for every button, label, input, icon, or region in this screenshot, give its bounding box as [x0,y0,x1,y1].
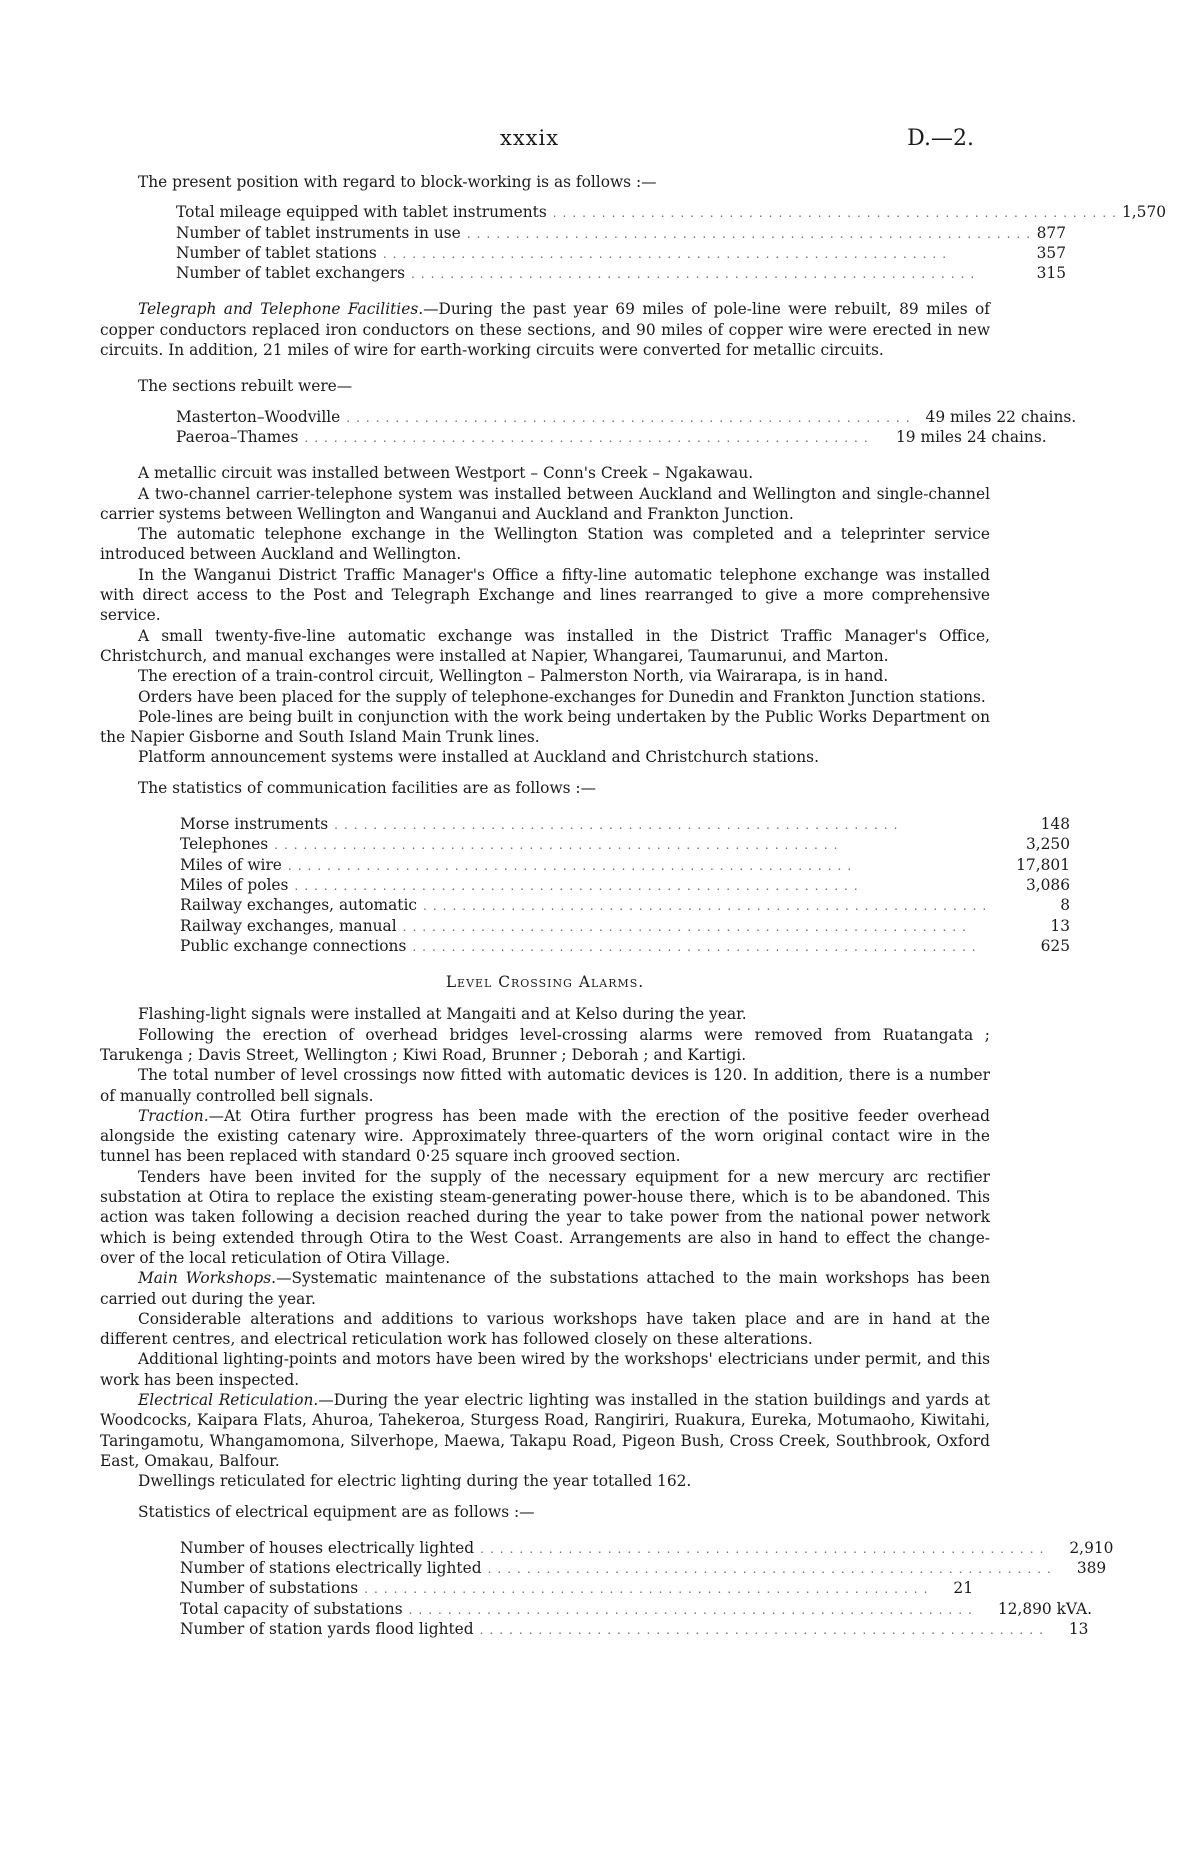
communication-stats-intro: The statistics of communication facilities are as follows :— [138,778,596,797]
block-working-table [100,202,1166,283]
table-row: Number of tablet stations .......................................................... 357 [176,243,1066,262]
electrical-stats-intro: Statistics of electrical equipment are as follows :— [138,1502,535,1521]
traction-paragraph: Traction.—At Otira further progress has been made with the erection of the positive feeder overhead alongside the existing catenary wire. Approximately three-quarters of the worn original contact wire in the tunnel has been replaced with standard 0·25 square inch grooved section. [100,1106,990,1166]
table-row: Morse instruments .......................................................... 148 [180,815,1070,834]
sections-intro: The sections rebuilt were— [138,377,353,396]
paragraph: The total number of level crossings now fitted with automatic devices is 120. In addition, there is a number of manually controlled bell signals. [100,1066,990,1105]
paragraph: Flashing-light signals were installed at Mangaiti and at Kelso during the year. [138,1005,747,1024]
paragraph: A two-channel carrier-telephone system was installed between Auckland and Wellington and single-channel carrier systems between Wellington and Wanganui and Auckland and Frankton Junction. [100,484,990,523]
paragraph: Orders have been placed for the supply of telephone-exchanges for Dunedin and Frankton Junction stations. [138,687,986,706]
table-row: Number of substations .......................................................... 21 [180,1579,973,1598]
sections-table [100,407,1186,448]
page-body [100,172,1167,1639]
table-row: Number of tablet exchangers .......................................................... 315 [176,264,1066,283]
table-row: Number of station yards flood lighted .......................................................... 13 [180,1620,1089,1638]
table-row: Number of tablet instruments in use .......................................................... 877 [176,223,1066,242]
level-crossing-heading: Level Crossing Alarms. [445,973,645,992]
document-reference: D.—2. [907,126,974,151]
paragraph: The automatic telephone exchange in the Wellington Station was completed and a teleprinter service introduced between Auckland and Wellington. [100,525,990,564]
table-row: Paeroa–Thames .......................................................... 19 miles 24 chains. [176,427,1047,446]
page-number: xxxix [500,126,560,150]
page-header [0,126,1114,156]
electrical-title: Electrical Reticulation. [138,1391,319,1410]
paragraph: The erection of a train-control circuit, Wellington – Palmerston North, via Wairarapa, is in hand. [138,667,889,686]
table-row: Railway exchanges, manual .......................................................... 13 [180,916,1070,935]
table-row: Total mileage equipped with tablet instruments .......................................................... 1,570 [176,203,1167,222]
paragraph: Following the erection of overhead bridges level-crossing alarms were removed from Ruatangata ; Tarukenga ; Davis Street, Wellington ; Kiwi Road, Brunner ; Deborah ; and Kartigi. [100,1025,990,1064]
telegraph-paragraph: Telegraph and Telephone Facilities.—During the past year 69 miles of pole-line were rebuilt, 89 miles of copper conductors replaced iron conductors on these sections, and 90 miles of copper wire were erected in new circuits. In addition, 21 miles of wire for earth-working circuits were converted for metallic circuits. [100,300,991,360]
electrical-paragraph: Electrical Reticulation.—During the year electric lighting was installed in the station buildings and yards at Woodcocks, Kaipara Flats, Ahuroa, Tahekeroa, Sturgess Road, Rangiriri, Ruakura, Eureka, Motumaoho, Kiwitahi, Taringamotu, Whangamomona, Silverhope, Maewa, Takapu Road, Pigeon Bush, Cross Creek, Southbrook, Oxford East, Omakau, Balfour. [100,1391,990,1470]
table-row: Number of stations electrically lighted .......................................................... 389 [180,1559,1107,1578]
paragraph: A metallic circuit was installed between Westport – Conn's Creek – Ngakawau. [138,464,754,483]
traction-title: Traction. [138,1106,209,1125]
communication-stats-table [100,814,1170,956]
table-row: Masterton–Woodville .......................................................... 49 miles 22 chains. [176,407,1077,426]
table-row: Total capacity of substations .......................................................... 12,890 kVA. [180,1599,1093,1618]
paragraph: Considerable alterations and additions to various workshops have taken place and are in hand at the different centres, and electrical reticulation work has followed closely on these alterations. [100,1309,990,1349]
paragraph: A small twenty-five-line automatic exchange was installed in the District Traffic Manager's Office, Christchurch, and manual exchanges were installed at Napier, Whangarei, Taumarunui, and Marton. [100,626,990,665]
paragraph: Platform announcement systems were installed at Auckland and Christchurch stations. [138,748,819,767]
paragraph: Dwellings reticulated for electric lighting during the year totalled 162. [138,1472,692,1491]
paragraph: In the Wanganui District Traffic Manager's Office a fifty-line automatic telephone exchange was installed with direct access to the Post and Telegraph Exchange and lines rearranged to give a more comprehensive service. [100,565,990,625]
electrical-stats-table [100,1538,1130,1639]
table-row: Telephones .......................................................... 3,250 [180,835,1070,854]
table-row: Miles of poles .......................................................... 3,086 [180,875,1070,894]
paragraph: Tenders have been invited for the supply of the necessary equipment for a new mercury arc rectifier substation at Otira to replace the existing steam-generating power-house there, which is to be abandoned. This action was taken following a decision reached during the year to take power from the national power network which is being extended through Otira to the West Coast. Arrangements are also in hand to effect the change-over of the local reticulation of Otira Village. [100,1167,990,1267]
table-row: Number of houses electrically lighted .......................................................... 2,910 [180,1538,1114,1557]
paragraph: Pole-lines are being built in conjunction with the work being undertaken by the Public Works Department on the Napier Gisborne and South Island Main Trunk lines. [100,707,990,747]
table-row: Public exchange connections .......................................................... 625 [180,936,1070,955]
paragraph: Additional lighting-points and motors have been wired by the workshops' electricians under permit, and this work has been inspected. [100,1350,990,1389]
block-working-intro: The present position with regard to block-working is as follows :— [138,173,657,191]
telegraph-title: Telegraph and Telephone Facilities. [138,300,424,319]
table-row: Railway exchanges, automatic .......................................................... 8 [180,896,1070,915]
workshops-paragraph: Main Workshops.—Systematic maintenance of the substations attached to the main workshops has been carried out during the year. [100,1269,990,1308]
workshops-title: Main Workshops. [138,1269,277,1288]
table-row: Miles of wire .......................................................... 17,801 [180,855,1070,874]
